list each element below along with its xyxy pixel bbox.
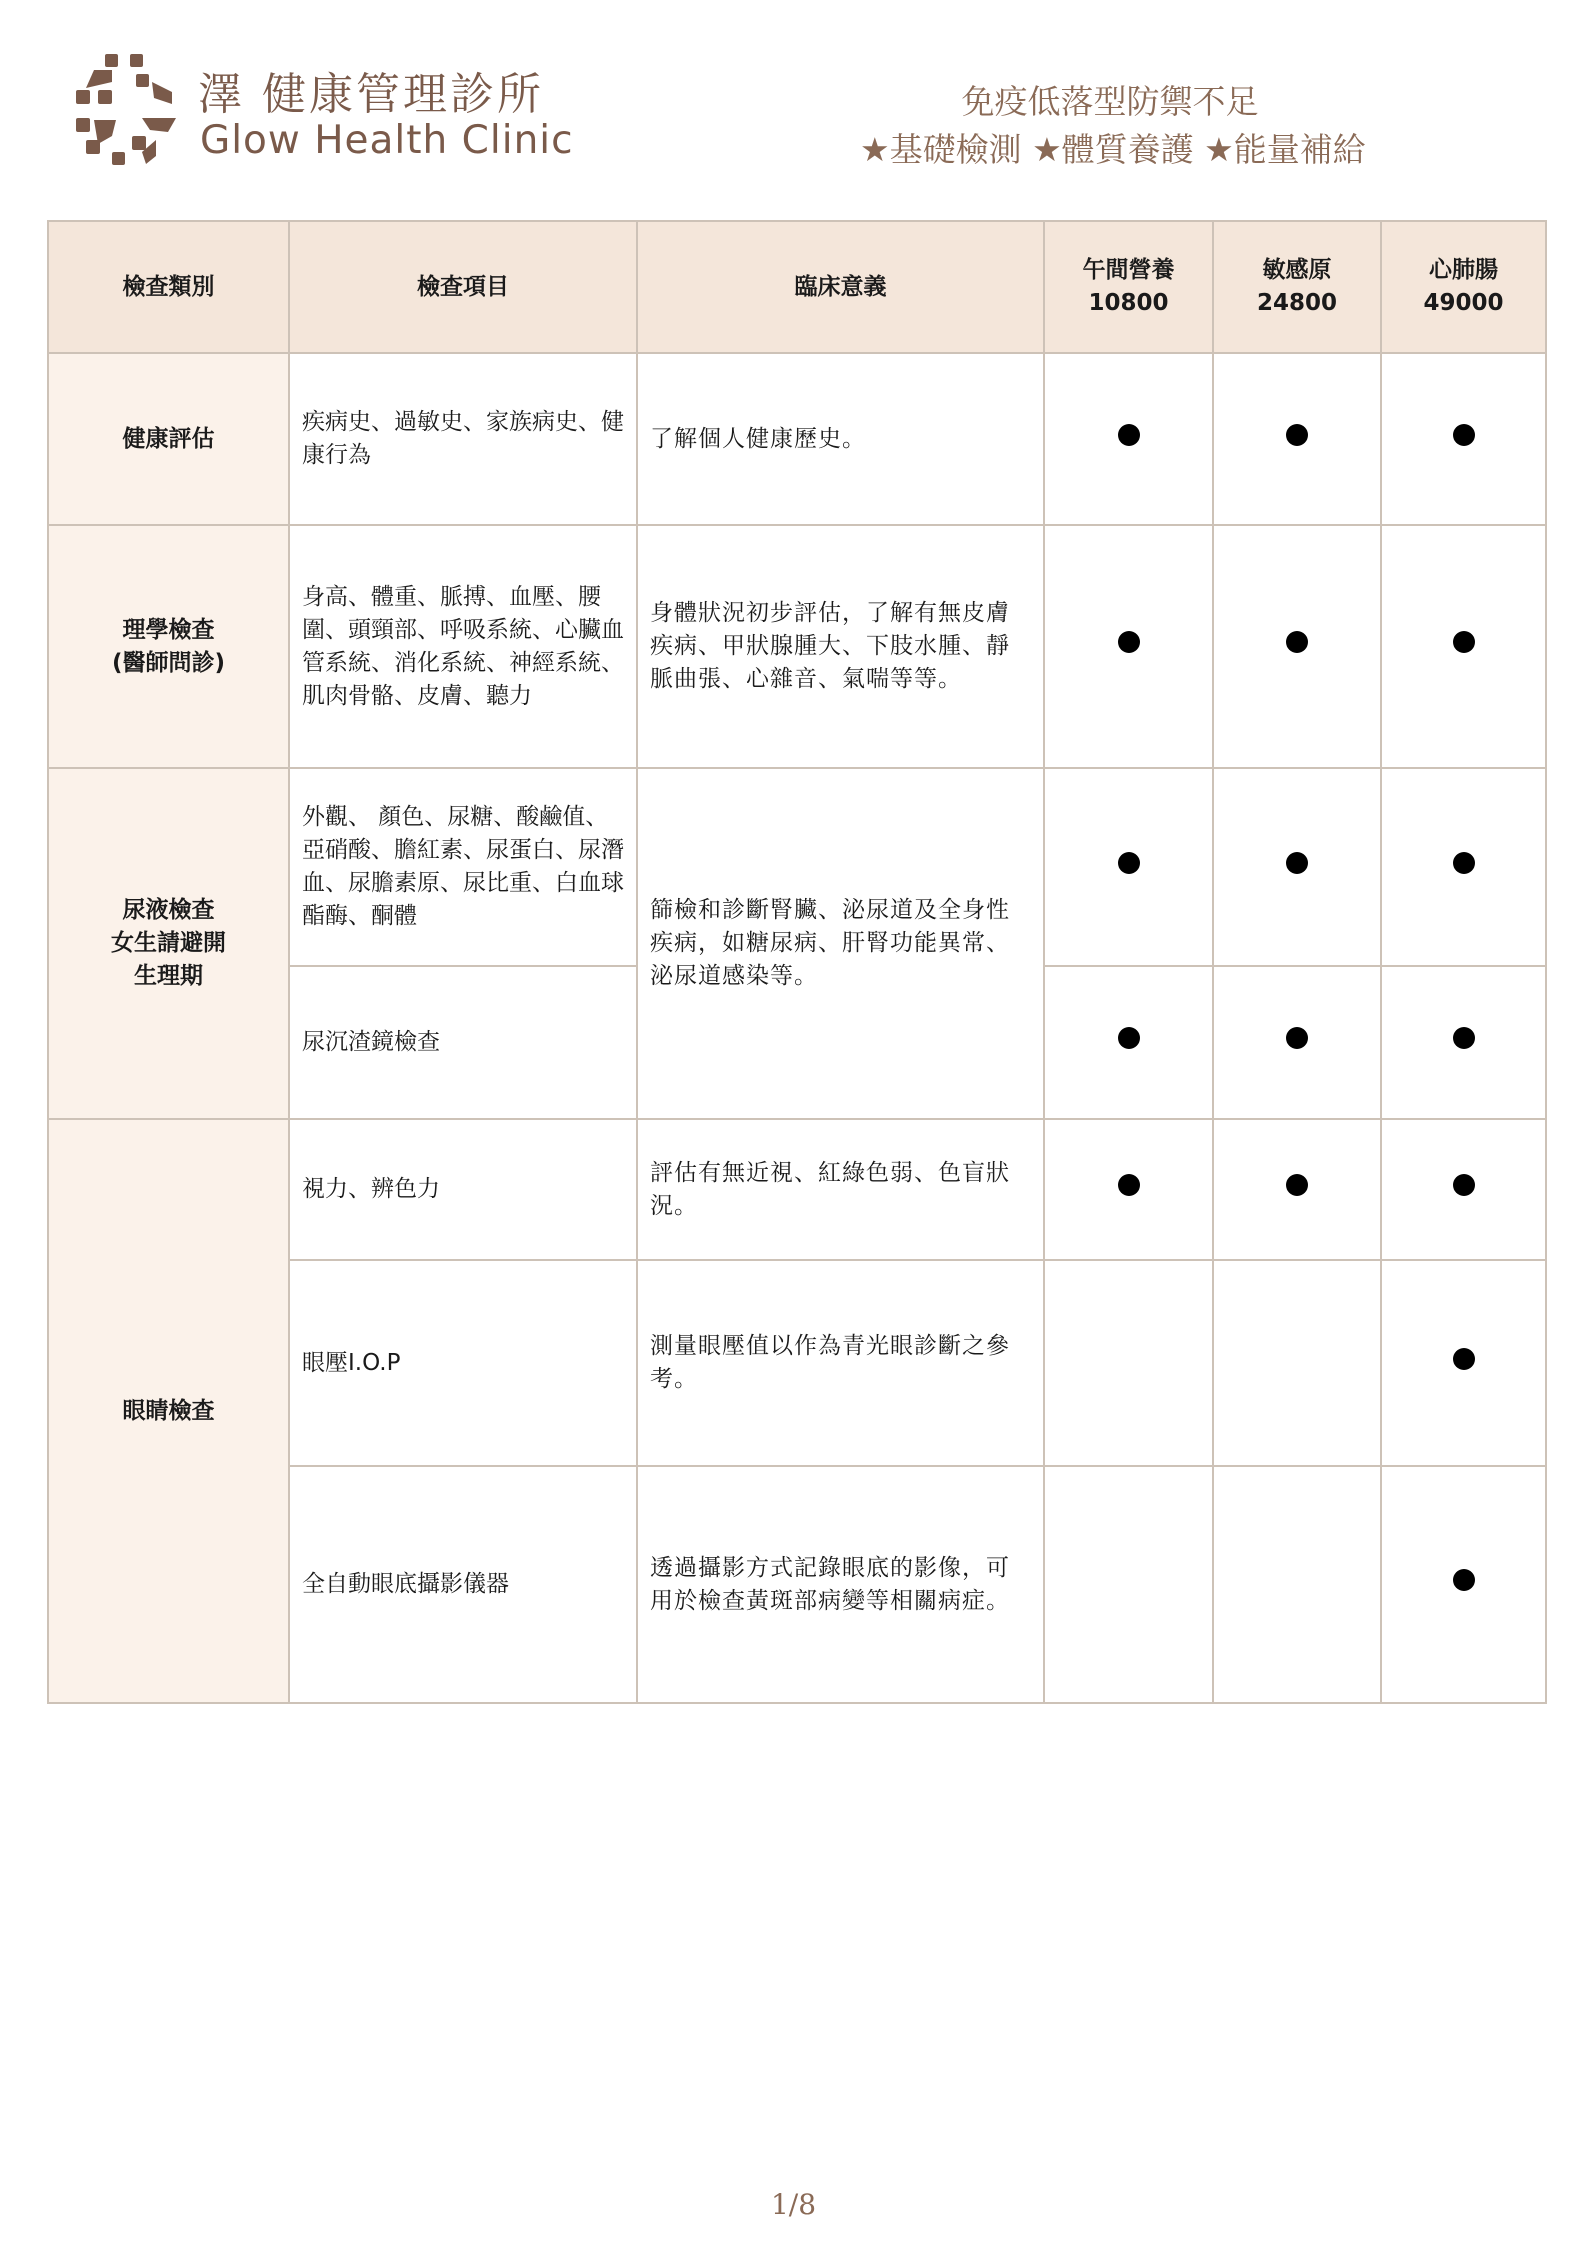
package-name: 敏感原 <box>1262 257 1332 283</box>
header-item: 檢查項目 <box>289 221 637 353</box>
package-2-mark <box>1213 966 1381 1119</box>
page-number: 1/8 <box>770 2188 817 2221</box>
included-dot-icon <box>1118 852 1140 874</box>
header-category: 檢查類別 <box>48 221 289 353</box>
category-cell: 健康評估 <box>48 353 289 525</box>
included-dot-icon <box>1286 852 1308 874</box>
package-price: 24800 <box>1256 290 1338 316</box>
item-cell: 尿沉渣鏡檢查 <box>289 966 637 1119</box>
item-cell: 外觀、 顏色、尿糖、酸鹼值、亞硝酸、膽紅素、尿蛋白、尿潛血、尿膽素原、尿比重、白血球酯酶、酮體 <box>289 768 637 966</box>
headline-line-1: 免疫低落型防禦不足 <box>961 82 1259 121</box>
included-dot-icon <box>1286 631 1308 653</box>
included-dot-icon <box>1453 1569 1475 1591</box>
meaning-cell: 篩檢和診斷腎臟、泌尿道及全身性疾病，如糖尿病、肝腎功能異常、泌尿道感染等。 <box>637 768 1044 1119</box>
package-name: 午間營養 <box>1082 257 1175 283</box>
included-dot-icon <box>1453 424 1475 446</box>
package-1-mark <box>1044 525 1213 768</box>
package-2-mark <box>1213 1466 1381 1703</box>
meaning-cell: 身體狀況初步評估，了解有無皮膚疾病、甲狀腺腫大、下肢水腫、靜脈曲張、心雜音、氣喘等等。 <box>637 525 1044 768</box>
included-dot-icon <box>1118 424 1140 446</box>
category-cell <box>48 525 289 768</box>
category-label: 尿液檢查 女生請避開 生理期 <box>111 897 226 989</box>
meaning-cell: 了解個人健康歷史。 <box>637 353 1044 525</box>
package-3-mark <box>1381 1260 1546 1466</box>
package-2-mark <box>1213 1119 1381 1260</box>
clinic-name-en: Glow Health Clinic <box>200 118 574 163</box>
included-dot-icon <box>1453 1174 1475 1196</box>
package-1-mark <box>1044 353 1213 525</box>
category-cell <box>48 768 289 1119</box>
included-dot-icon <box>1453 1027 1475 1049</box>
item-cell: 身高、體重、脈搏、血壓、腰圍、頭頸部、呼吸系統、心臟血管系統、消化系統、神經系統、肌肉骨骼、皮膚、聽力 <box>289 525 637 768</box>
item-cell: 視力、辨色力 <box>289 1119 637 1260</box>
package-price: 49000 <box>1423 290 1504 316</box>
table-row <box>48 768 1546 966</box>
category-label: 理學檢查 (醫師問診) <box>111 616 226 676</box>
table-row <box>48 525 1546 768</box>
meaning-cell: 評估有無近視、紅綠色弱、色盲狀況。 <box>637 1119 1044 1260</box>
package-1-mark <box>1044 1466 1213 1703</box>
package-price: 10800 <box>1088 290 1169 316</box>
included-dot-icon <box>1286 1174 1308 1196</box>
item-cell: 全自動眼底攝影儀器 <box>289 1466 637 1703</box>
item-cell: 疾病史、過敏史、家族病史、健康行為 <box>289 353 637 525</box>
package-2-mark <box>1213 1260 1381 1466</box>
package-name: 心肺腸 <box>1429 257 1498 283</box>
included-dot-icon <box>1453 631 1475 653</box>
clinic-name-zh: 澤 健康管理診所 <box>198 69 544 120</box>
package-2-mark <box>1213 525 1381 768</box>
package-2-mark <box>1213 768 1381 966</box>
headline-line-2: ★基礎檢測 ★體質養護 ★能量補給 <box>860 130 1366 169</box>
package-3-mark <box>1381 1119 1546 1260</box>
included-dot-icon <box>1118 1027 1140 1049</box>
package-1-mark <box>1044 1119 1213 1260</box>
package-1-mark <box>1044 768 1213 966</box>
included-dot-icon <box>1286 1027 1308 1049</box>
included-dot-icon <box>1118 1174 1140 1196</box>
header-meaning: 臨床意義 <box>637 221 1044 353</box>
header-package-3 <box>1381 221 1546 353</box>
table-header-row <box>48 221 1546 353</box>
header-package-1 <box>1044 221 1213 353</box>
package-1-mark <box>1044 1260 1213 1466</box>
package-headline <box>860 78 1366 174</box>
package-3-mark <box>1381 353 1546 525</box>
package-3-mark <box>1381 1466 1546 1703</box>
included-dot-icon <box>1453 1348 1475 1370</box>
category-cell: 眼睛檢查 <box>48 1119 289 1703</box>
package-2-mark <box>1213 353 1381 525</box>
header-package-2 <box>1213 221 1381 353</box>
package-3-mark <box>1381 966 1546 1119</box>
exam-items-table <box>47 220 1547 1704</box>
meaning-cell: 測量眼壓值以作為青光眼診斷之參考。 <box>637 1260 1044 1466</box>
table-row <box>48 353 1546 525</box>
included-dot-icon <box>1453 852 1475 874</box>
package-3-mark <box>1381 768 1546 966</box>
included-dot-icon <box>1286 424 1308 446</box>
included-dot-icon <box>1118 631 1140 653</box>
clinic-logo-icon <box>72 52 182 167</box>
page-header <box>0 0 1587 200</box>
table-row <box>48 1119 1546 1260</box>
package-1-mark <box>1044 966 1213 1119</box>
meaning-cell: 透過攝影方式記錄眼底的影像，可用於檢查黃斑部病變等相關病症。 <box>637 1466 1044 1703</box>
package-3-mark <box>1381 525 1546 768</box>
item-cell: 眼壓I.O.P <box>289 1260 637 1466</box>
